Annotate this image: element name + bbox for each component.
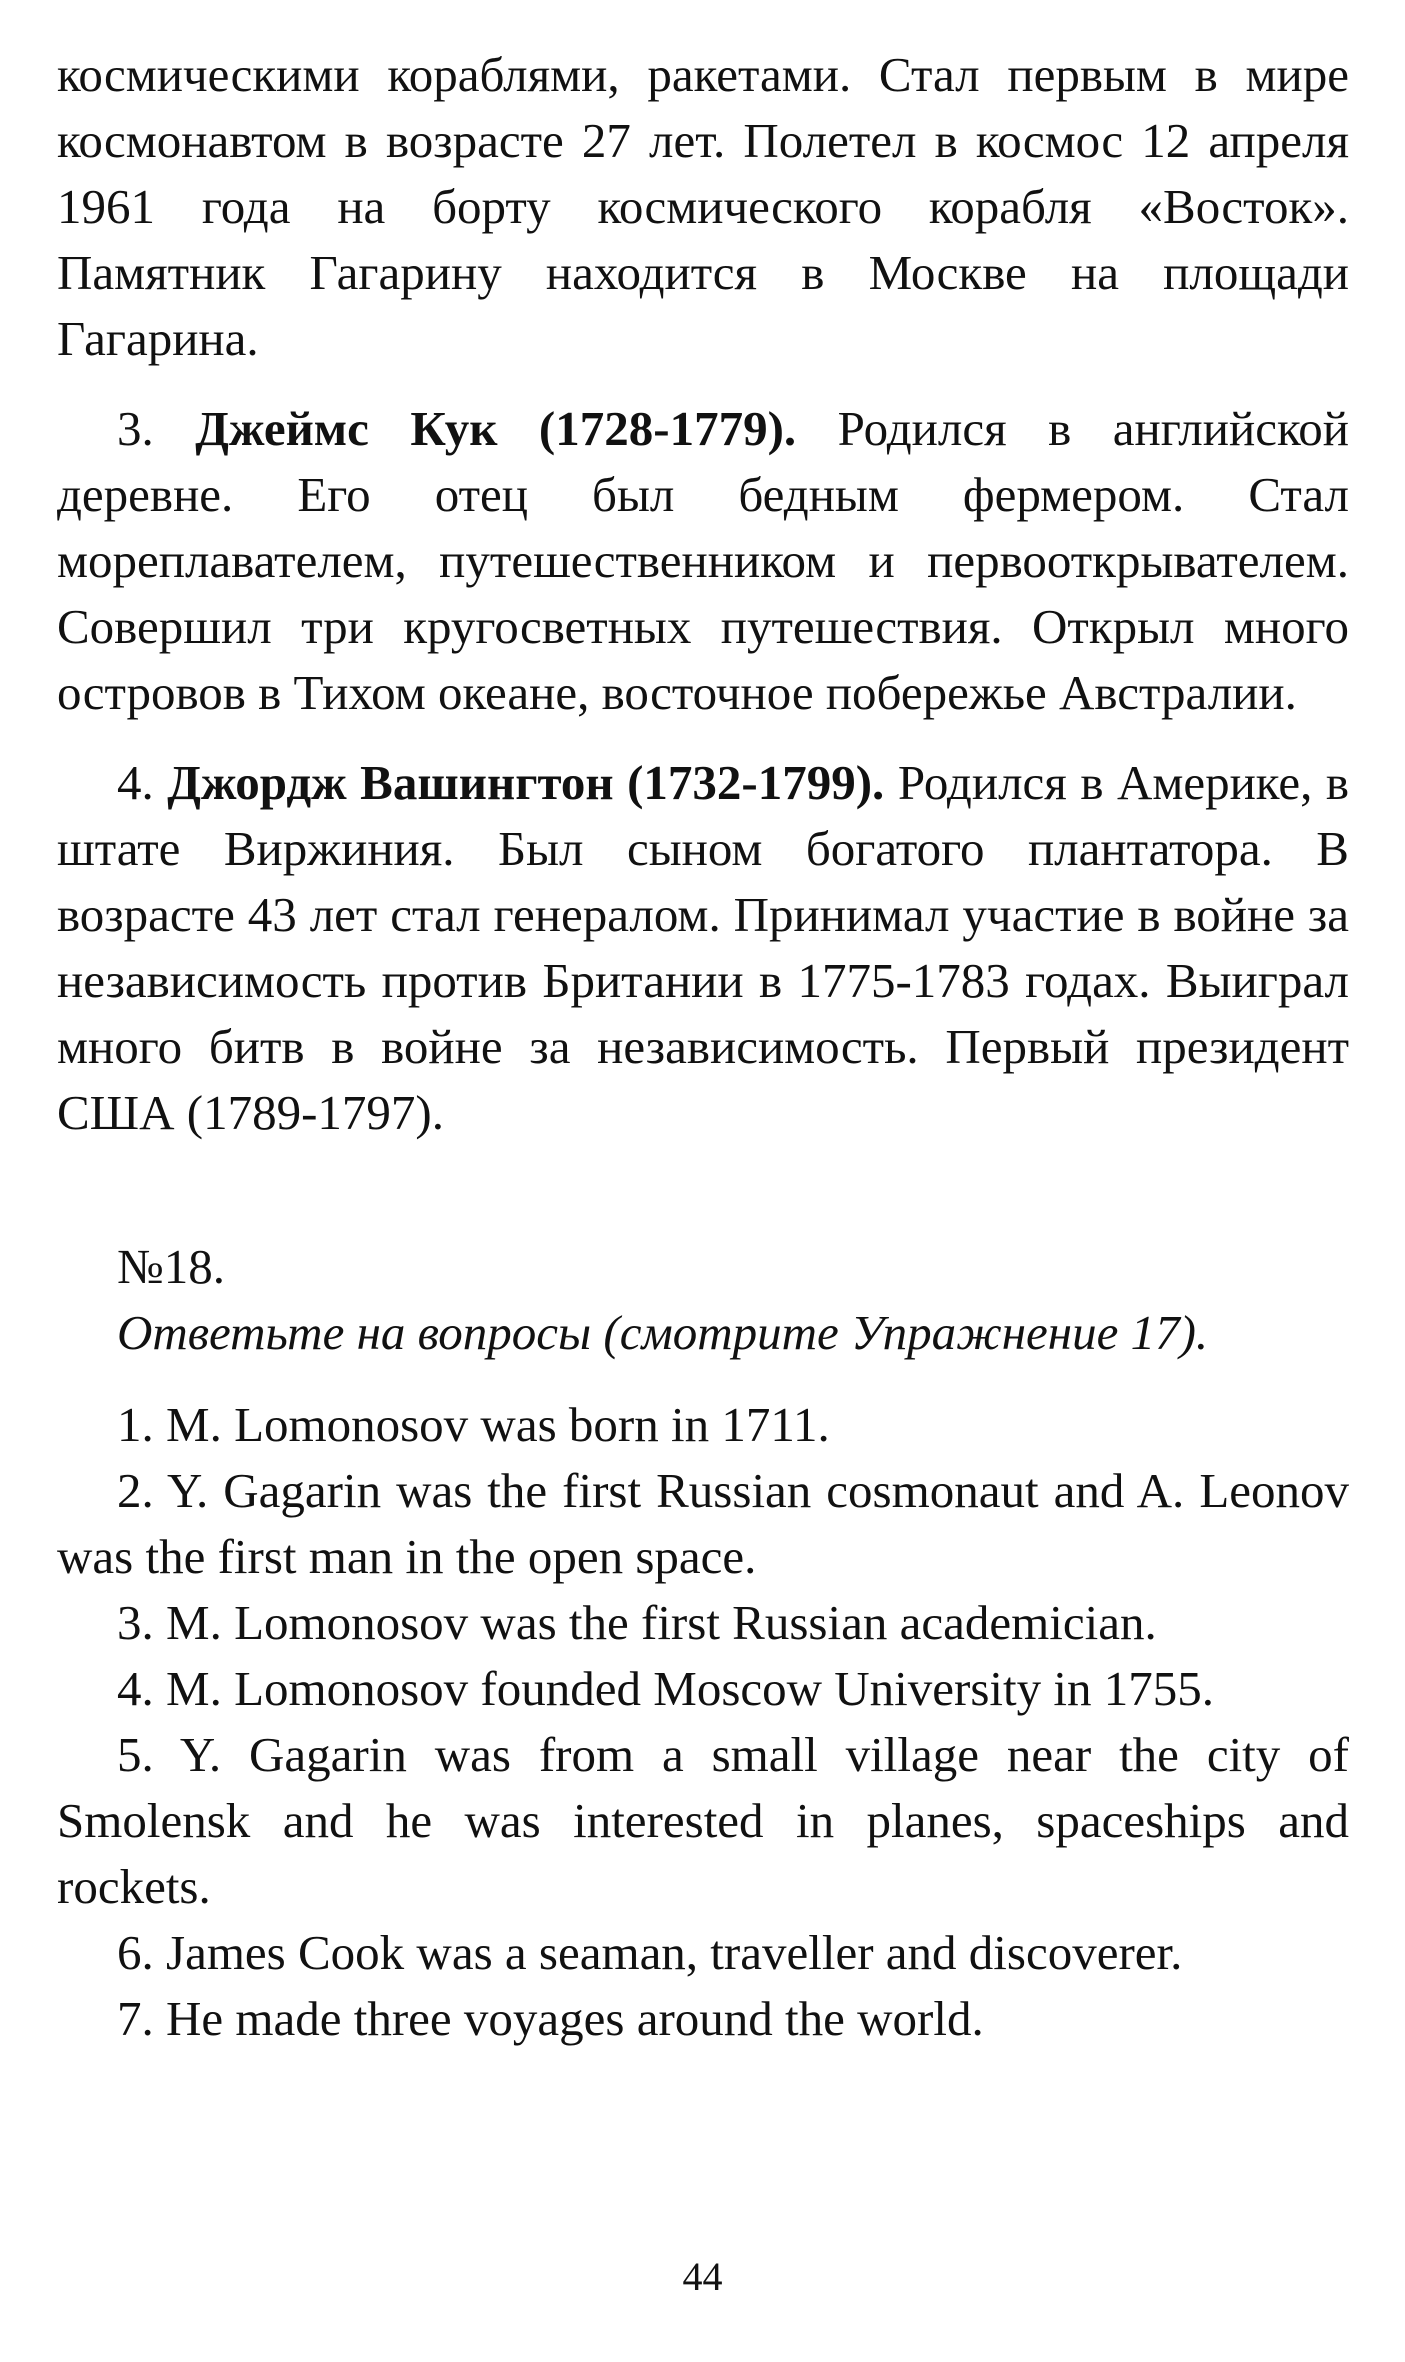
exercise-block (57, 1234, 1349, 1366)
exercise-number: №18. (117, 1239, 226, 1294)
intro-paragraph: космическими кораблями, ракетами. Стал первым в мире космонавтом в возрасте 27 лет. Полетел в космос 12 апреля 1961 года на борту космического корабля «Восток». Памятник Гагарину находится в Москве на площади Гагарина. (57, 47, 1349, 366)
biography-george-washington (57, 750, 1349, 1146)
answer-item: 1. M. Lomonosov was born in 1711. (117, 1397, 830, 1452)
answer-item: 5. Y. Gagarin was from a small village near the city of Smolensk and he was interested in planes, spaceships and rockets. (57, 1727, 1349, 1914)
exercise-title: Ответьте на вопросы (смотрите Упражнение 17). (117, 1305, 1209, 1360)
bio-number: 3. (117, 401, 154, 456)
answer-list (57, 1392, 1349, 2052)
bio-text: Родился в Америке, в штате Виржиния. Был сыном богатого плантатора. В возрасте 43 лет стал генералом. Принимал участие в войне за независимость против Британии в 1775-1783 годах. Выиграл много битв в войне за независимость. Первый президент США (1789-1797). (57, 755, 1350, 1140)
page-content (57, 42, 1349, 2052)
page-number: 44 (682, 2254, 723, 2299)
bio-number: 4. (117, 755, 154, 810)
bio-heading: Джеймс Кук (1728-1779). (195, 401, 797, 456)
answer-item: 4. M. Lomonosov founded Moscow University in 1755. (117, 1661, 1214, 1716)
biography-james-cook (57, 396, 1349, 726)
answer-item: 6. James Cook was a seaman, traveller and discoverer. (117, 1925, 1183, 1980)
bio-heading: Джордж Вашингтон (1732-1799). (167, 755, 885, 810)
bio-text: Родился в английской деревне. Его отец был бедным фермером. Стал мореплавателем, путешественником и первооткрывателем. Совершил три кругосветных путешествия. Открыл много островов в Тихом океане, восточное побережье Австралии. (57, 401, 1349, 720)
answer-item: 3. M. Lomonosov was the first Russian academician. (117, 1595, 1157, 1650)
answer-item: 2. Y. Gagarin was the first Russian cosmonaut and A. Leonov was the first man in the open space. (57, 1463, 1349, 1584)
answer-item: 7. He made three voyages around the world. (117, 1991, 984, 2046)
